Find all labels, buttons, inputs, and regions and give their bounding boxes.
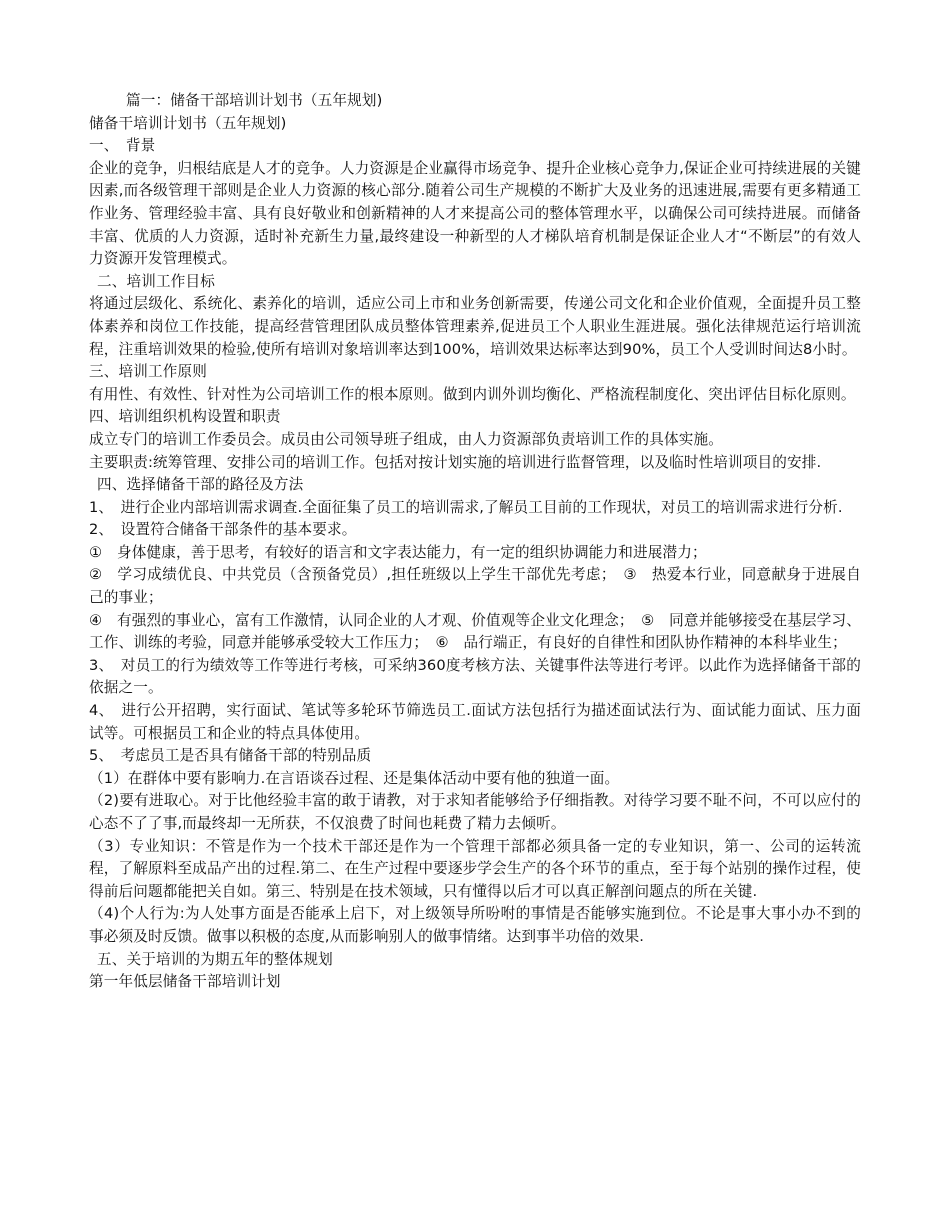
list-item-1: 1、 进行企业内部培训需求调查.全面征集了员工的培训需求,了解员工目前的工作现状，对员工的培训需求进行分析. — [89, 498, 843, 516]
criteria-item-4-6: ④ 有强烈的事业心，富有工作激情，认同企业的人才观、价值观等企业文化理念； ⑤ 同意并能够接受在基层学习、工作、训练的考验，同意并能够承受较大工作压力； ⑥ 品行端正，有良好的自律性和团队协作精神的本科毕业生； — [89, 611, 861, 652]
section-heading-organization: 四、培训组织机构设置和职责 — [89, 408, 281, 426]
list-item-2: 2、 设置符合储备干部条件的基本要求。 — [89, 521, 357, 539]
list-item-4: 4、 进行公开招聘，实行面试、笔试等多轮环节筛选员工.面试方法包括行为描述面试法行为、面试能力面试、压力面试等。可根据员工和企业的特点具体使用。 — [89, 702, 861, 742]
quality-item-1: （1）在群体中要有影响力.在言语谈吞过程、还是集体活动中要有他的独道一面。 — [89, 769, 620, 787]
section-heading-goals: 二、培训工作目标 — [97, 272, 215, 290]
criteria-item-1: ① 身体健康，善于思考，有较好的语言和文字表达能力，有一定的组织协调能力和进展潜力； — [89, 543, 707, 561]
section-heading-principles: 三、培训工作原则 — [89, 363, 207, 381]
list-item-5: 5、 考虑员工是否具有储备干部的特别品质 — [89, 747, 372, 765]
document-body — [89, 90, 861, 994]
paragraph-principles: 有用性、有效性、针对性为公司培训工作的根本原则。做到内训外训均衡化、严格流程制度化、突出评估目标化原则。 — [89, 385, 856, 403]
section-heading-five-year-plan: 五、关于培训的为期五年的整体规划 — [97, 950, 333, 968]
criteria-item-2-3: ② 学习成绩优良、中共党员（含预备党员）,担任班级以上学生干部优先考虑； ③ 热爱本行业，同意献身于进展自己的事业； — [89, 566, 861, 607]
paragraph-duties: 主要职责:统筹管理、安排公司的培训工作。包括对按计划实施的培训进行监督管理，以及临时性培训项目的安排. — [89, 453, 822, 471]
list-item-3: 3、 对员工的行为绩效等工作等进行考核，可采纳360度考核方法、关键事件法等进行考评。以此作为选择储备干部的依据之一。 — [89, 656, 861, 697]
first-year-plan-heading: 第一年低层储备干部培训计划 — [89, 973, 281, 991]
paragraph-committee: 成立专门的培训工作委员会。成员由公司领导班子组成，由人力资源部负责培训工作的具体实施。 — [89, 430, 723, 448]
quality-item-4: （4)个人行为:为人处事方面是否能承上启下，对上级领导所吩咐的事情是否能够实施到位。不论是事大事小办不到的事必须及时反馈。做事以积极的态度,从而影响别人的做事情绪。达到事半功倍的效果. — [89, 905, 861, 945]
section-heading-background: 一、 背景 — [89, 137, 156, 155]
document-title: 篇一：储备干部培训计划书（五年规划) — [126, 92, 383, 109]
quality-item-2: （2)要有进取心。对于比他经验丰富的敢于请教，对于求知者能够给予仔细指教。对待学习要不耻不问，不可以应付的心态不了了事,而最终却一无所获，不仅浪费了时间也耗费了精力去倾听。 — [89, 792, 861, 832]
plan-subtitle: 储备干培训计划书（五年规划) — [89, 114, 287, 132]
paragraph-background: 企业的竞争，归根结底是人才的竞争。人力资源是企业赢得市场竞争、提升企业核心竞争力,保证企业可持续进展的关键因素,而各级管理干部则是企业人力资源的核心部分.随着公司生产规模的不断扩大及业务的迅速进展,需要有更多精通工作业务、管理经验丰富、具有良好敬业和创新精神的人才来提高公司的整体管理水平，以确保公司可续持进展。而储备丰富、优质的人力资源，适时补充新生力量,最终建设一种新型的人才梯队培育机制是保证企业人才“不断层”的有效人力资源开发管理模式。 — [89, 159, 861, 268]
section-heading-selection: 四、选择储备干部的路径及方法 — [97, 476, 304, 494]
quality-item-3: （3）专业知识：不管是作为一个技术干部还是作为一个管理干部都必须具备一定的专业知识，第一、公司的运转流程，了解原料至成品产出的过程.第二、在生产过程中要逐步学会生产的各个环节的重点，至于每个站别的操作过程，使得前后问题都能把关自如。第三、特别是在技术领域，只有懂得以后才可以真正解剖问题点的所在关键. — [89, 837, 861, 900]
paragraph-goals: 将通过层级化、系统化、素养化的培训，适应公司上市和业务创新需要，传递公司文化和企业价值观，全面提升员工整体素养和岗位工作技能，提高经营管理团队成员整体管理素养,促进员工个人职业生涯进展。强化法律规范运行培训流程，注重培训效果的检验,使所有培训对象培训率达到100%，培训效果达标率达到90%，员工个人受训时间达8小时。 — [89, 295, 861, 358]
